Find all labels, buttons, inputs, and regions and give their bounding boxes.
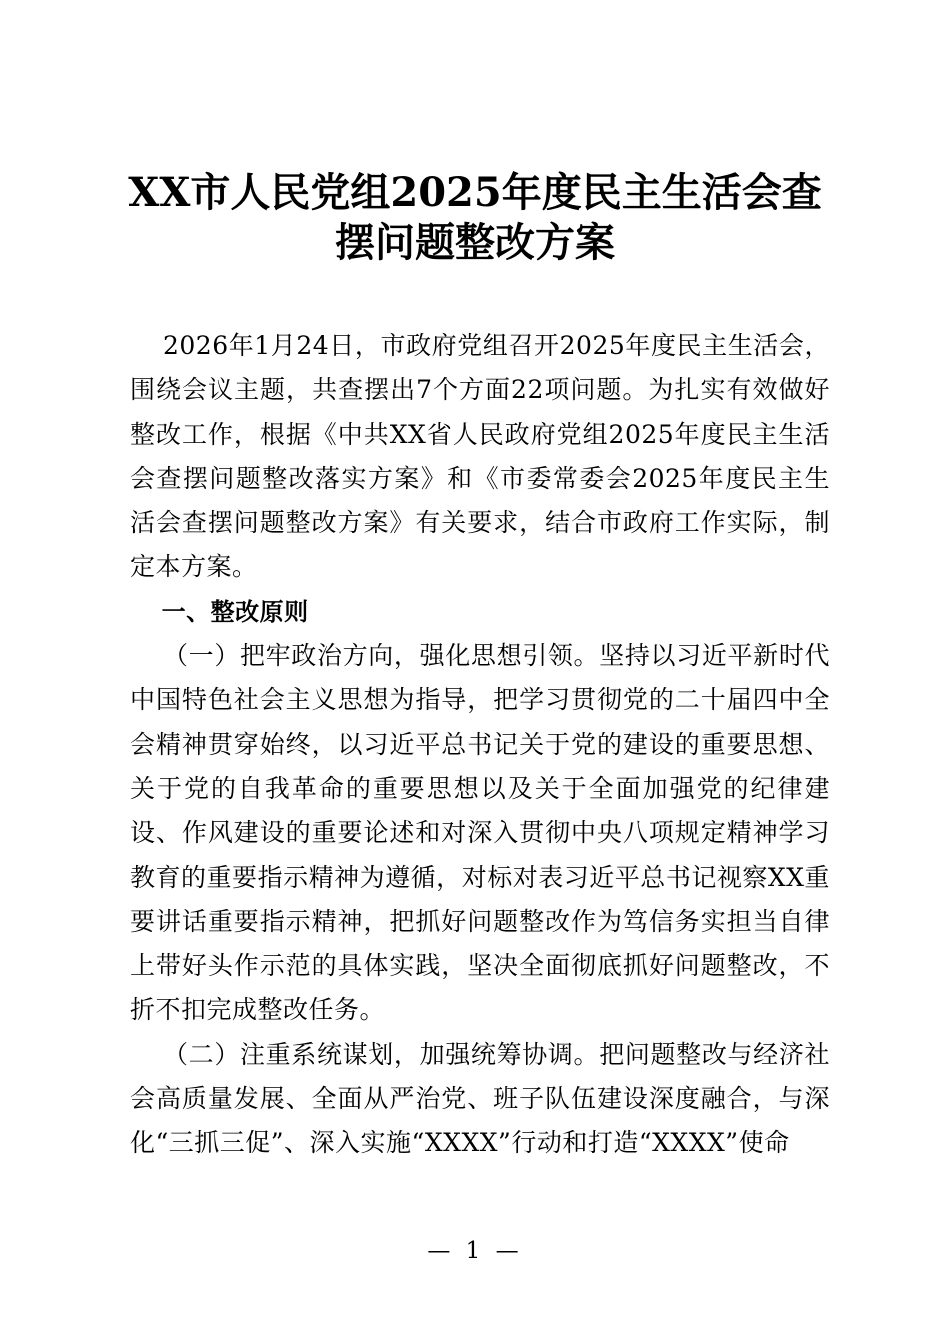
principle-1-title: （一）把牢政治方向，强化思想引领。 <box>163 641 600 671</box>
principle-1-paragraph <box>130 634 830 1033</box>
principle-2-body: 把问题整改与经济社会高质量发展、全面从严治党、班子队伍建设深度融合，与深化“三抓三促”、深入实施“XXXX”行动和打造“XXXX”使命 <box>130 1039 830 1158</box>
principle-2-paragraph <box>130 1033 830 1166</box>
document-title <box>100 168 850 268</box>
document-title-line-1: XX市人民党组2025年度民主生活会查 <box>128 169 822 216</box>
intro-paragraph: 2026年1月24日，市政府党组召开2025年度民主生活会，围绕会议主题，共查摆出7个方面22项问题。为扎实有效做好整改工作，根据《中共XX省人民政府党组2025年度民主生活会查摆问题整改落实方案》和《市委常委会2025年度民主生活会查摆问题整改方案》有关要求，结合市政府工作实际，制定本方案。 <box>130 331 830 582</box>
principle-2-title: （二）注重系统谋划，加强统筹协调。 <box>163 1039 600 1069</box>
principle-1-body: 坚持以习近平新时代中国特色社会主义思想为指导，把学习贯彻党的二十届四中全会精神贯穿始终，以习近平总书记关于党的建设的重要思想、关于党的自我革命的重要思想以及关于全面加强党的纪律建设、作风建设的重要论述和对深入贯彻中央八项规定精神学习教育的重要指示精神为遵循，对标对表习近平总书记视察XX重要讲话重要指示精神，把抓好问题整改作为笃信务实担当自律上带好头作示范的具体实践，坚决全面彻底抓好问题整改，不折不扣完成整改任务。 <box>130 641 830 1025</box>
document-title-line-2: 摆问题整改方案 <box>335 219 615 266</box>
page-number: — 1 — <box>427 1238 523 1264</box>
document-body <box>130 324 830 1166</box>
section-heading-principles: 一、整改原则 <box>161 597 309 626</box>
